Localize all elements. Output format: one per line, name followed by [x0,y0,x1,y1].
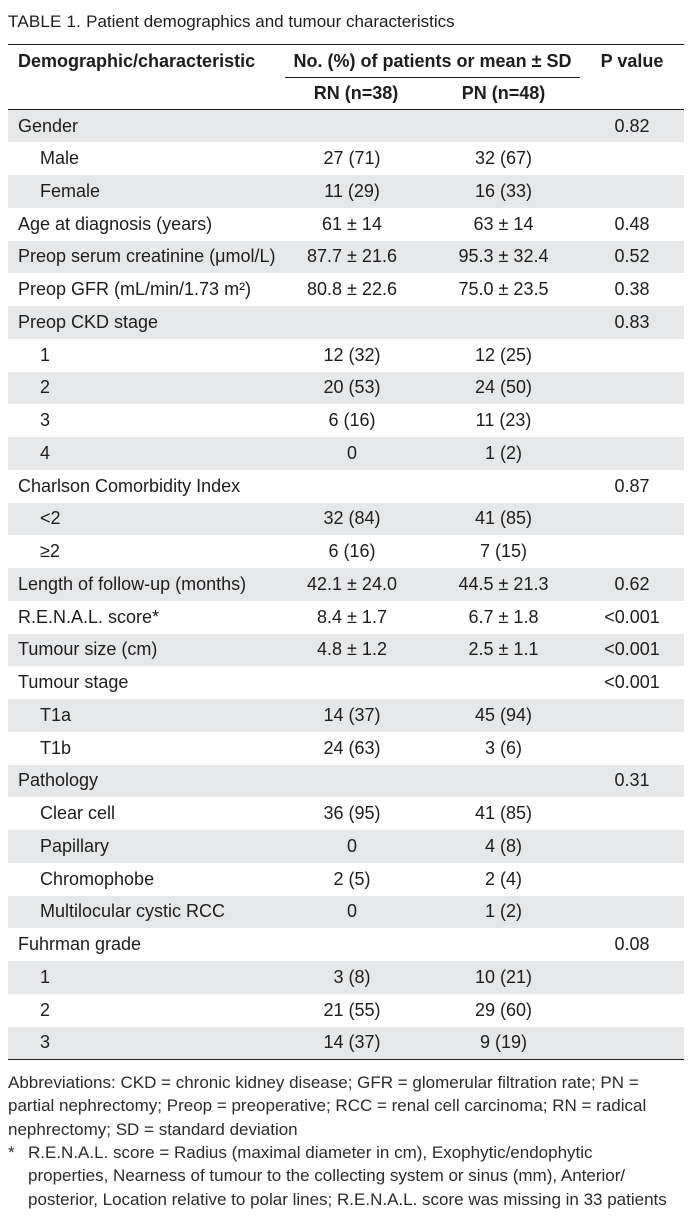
empty-cell [285,306,427,339]
pn-value: 2 (4) [484,868,522,889]
table-subrow [8,372,684,405]
empty-cell [580,830,684,863]
row-label: Papillary [40,835,110,856]
demographics-table [8,44,684,1060]
empty-cell [580,961,684,994]
table-row [8,765,684,798]
p-value: <0.001 [604,639,660,660]
row-label: Length of follow-up (months) [18,573,247,594]
rn-value: 80.8 ± 22.6 [307,279,397,300]
table-subrow [8,535,684,568]
p-value: 0.52 [614,246,650,267]
empty-cell [285,110,427,143]
row-label: Preop serum creatinine (μmol/L) [18,246,276,267]
pn-value: 95.3 ± 32.4 [458,246,549,267]
empty-cell [580,732,684,765]
table-subrow [8,699,684,732]
empty-cell [580,699,684,732]
p-value: 0.48 [614,213,650,234]
empty-cell [427,110,580,143]
empty-cell [427,765,580,798]
row-label: 4 [40,442,51,463]
empty-cell [580,142,684,175]
abbreviations-note [8,1071,690,1141]
header-group: No. (%) of patients or mean ± SD [285,45,580,78]
row-label: Pathology [18,770,99,791]
rn-value: 24 (63) [323,737,381,758]
empty-cell [427,666,580,699]
row-label: Gender [18,115,79,136]
pn-value: 3 (6) [484,737,522,758]
header-empty-cell [8,78,285,110]
rn-value: 0 [346,835,357,856]
empty-cell [580,503,684,536]
footnote-line: properties, Nearness of tumour to the collecting system or sinus (mm), Anterior/ [28,1166,626,1186]
table-caption [0,0,690,44]
empty-cell [580,797,684,830]
footnote-line: partial nephrectomy; Preop = preoperative; RCC = renal cell carcinoma; RN = radical [8,1096,647,1116]
p-value: 0.83 [614,311,650,332]
renal-score-text [28,1141,667,1211]
row-label: Female [40,180,101,201]
empty-cell [580,437,684,470]
table-row [8,928,684,961]
row-label: Clear cell [40,803,116,824]
p-value: 0.87 [614,475,650,496]
row-label: 3 [40,410,51,431]
empty-cell [580,535,684,568]
rn-value: 61 ± 14 [322,213,382,234]
empty-cell [580,896,684,929]
p-value: 0.82 [614,115,650,136]
empty-cell [580,863,684,896]
empty-cell [285,470,427,503]
empty-cell [427,928,580,961]
rn-value: 32 (84) [323,508,381,529]
row-label: Tumour size (cm) [18,639,158,660]
pn-value: 24 (50) [474,377,533,398]
row-label: 3 [40,1032,51,1053]
empty-cell [285,765,427,798]
row-label: Age at diagnosis (years) [18,213,213,234]
header-pn: PN (n=48) [427,78,580,110]
pn-value: 1 (2) [484,442,522,463]
table-row [8,666,684,699]
pn-value: 29 (60) [474,999,533,1020]
rn-value: 36 (95) [323,803,381,824]
pn-value: 45 (94) [474,704,533,725]
empty-cell [285,928,427,961]
table-subrow [8,142,684,175]
rn-value: 6 (16) [328,410,376,431]
table-subrow [8,1027,684,1060]
rn-value: 6 (16) [328,541,376,562]
row-label: T1b [40,737,72,758]
rn-value: 12 (32) [323,344,381,365]
row-label: Preop CKD stage [18,311,159,332]
table-subrow [8,732,684,765]
table-subrow [8,175,684,208]
row-label: 1 [40,966,51,987]
pn-value: 11 (23) [475,410,532,431]
footnote-line: posterior, Location relative to polar lines; R.E.N.A.L. score was missing in 33 patients [28,1189,667,1209]
pn-value: 63 ± 14 [473,213,534,234]
rn-value: 0 [346,442,357,463]
row-label: Male [40,148,80,169]
empty-cell [285,666,427,699]
empty-cell [427,306,580,339]
table-header [8,45,684,110]
p-value: <0.001 [604,606,660,627]
table-row [8,241,684,274]
rn-value: 11 (29) [324,180,380,201]
header-subrow [8,78,684,110]
pn-value: 41 (85) [474,803,533,824]
table-number: TABLE 1. [8,12,82,31]
table-subrow [8,437,684,470]
pn-value: 41 (85) [474,508,533,529]
p-value: 0.31 [614,770,650,791]
table-row [8,273,684,306]
p-value: 0.38 [614,279,650,300]
empty-cell [580,175,684,208]
pn-value: 2.5 ± 1.1 [468,639,539,660]
table-subrow [8,797,684,830]
pn-value: 6.7 ± 1.8 [468,606,539,627]
footnote-symbol: * [8,1142,15,1162]
pn-value: 10 (21) [474,966,533,987]
row-label: 2 [40,377,51,398]
rn-value: 87.7 ± 21.6 [307,246,397,267]
rn-value: 2 (5) [333,868,371,889]
table-row [8,568,684,601]
table-subrow [8,830,684,863]
row-label: <2 [40,508,61,529]
table-subrow [8,503,684,536]
footnote-line: R.E.N.A.L. score = Radius (maximal diameter in cm), Exophytic/endophytic [28,1142,593,1162]
p-value: <0.001 [604,672,660,693]
table-body [8,110,684,1060]
row-label: Preop GFR (mL/min/1.73 m²) [18,279,252,300]
row-label: R.E.N.A.L. score* [18,606,160,627]
pn-value: 4 (8) [484,835,522,856]
pn-value: 9 (19) [479,1032,528,1053]
pn-value: 32 (67) [474,148,533,169]
header-row [8,45,684,78]
rn-value: 3 (8) [333,966,371,987]
pn-value: 75.0 ± 23.5 [458,279,549,300]
table-title: Patient demographics and tumour characteristics [86,12,455,31]
pn-value: 1 (2) [484,901,522,922]
empty-cell [580,404,684,437]
empty-cell [580,339,684,372]
row-label: Charlson Comorbidity Index [18,475,241,496]
empty-cell [580,372,684,405]
row-label: T1a [40,704,72,725]
empty-cell [580,1027,684,1060]
table-row [8,470,684,503]
table-subrow [8,863,684,896]
row-label: Multilocular cystic RCC [40,901,226,922]
header-characteristic: Demographic/characteristic [18,50,256,71]
row-label: 1 [40,344,51,365]
row-label: Chromophobe [40,868,155,889]
table-subrow [8,404,684,437]
rn-value: 21 (55) [323,999,381,1020]
footnote-line: Abbreviations: CKD = chronic kidney disease; GFR = glomerular filtration rate; PN = [8,1072,639,1092]
pn-value: 7 (15) [479,541,528,562]
table-row [8,601,684,634]
table-subrow [8,896,684,929]
rn-value: 8.4 ± 1.7 [317,606,387,627]
table-row [8,634,684,667]
table-row [8,110,684,143]
rn-value: 14 (37) [323,1032,381,1053]
rn-value: 20 (53) [323,377,381,398]
row-label: 2 [40,999,51,1020]
header-rn: RN (n=38) [285,78,427,110]
table-subrow [8,339,684,372]
header-p-value: P value [600,50,664,71]
renal-score-note [8,1141,690,1211]
table-row [8,306,684,339]
rn-value: 42.1 ± 24.0 [307,573,397,594]
pn-value: 44.5 ± 21.3 [458,573,549,594]
row-label: Tumour stage [18,672,129,693]
p-value: 0.62 [614,573,650,594]
table-subrow [8,961,684,994]
row-label: Fuhrman grade [18,934,142,955]
table-row [8,208,684,241]
rn-value: 0 [346,901,357,922]
empty-cell [427,470,580,503]
p-value: 0.08 [614,934,650,955]
rn-value: 27 (71) [323,148,381,169]
pn-value: 16 (33) [474,180,533,201]
pn-value: 12 (25) [474,344,533,365]
rn-value: 4.8 ± 1.2 [317,639,387,660]
row-label: ≥2 [40,541,60,562]
footnote-line: nephrectomy; SD = standard deviation [8,1119,298,1139]
rn-value: 14 (37) [323,704,381,725]
table-subrow [8,994,684,1027]
footnotes [8,1071,690,1211]
header-empty-cell [580,78,684,110]
empty-cell [580,994,684,1027]
